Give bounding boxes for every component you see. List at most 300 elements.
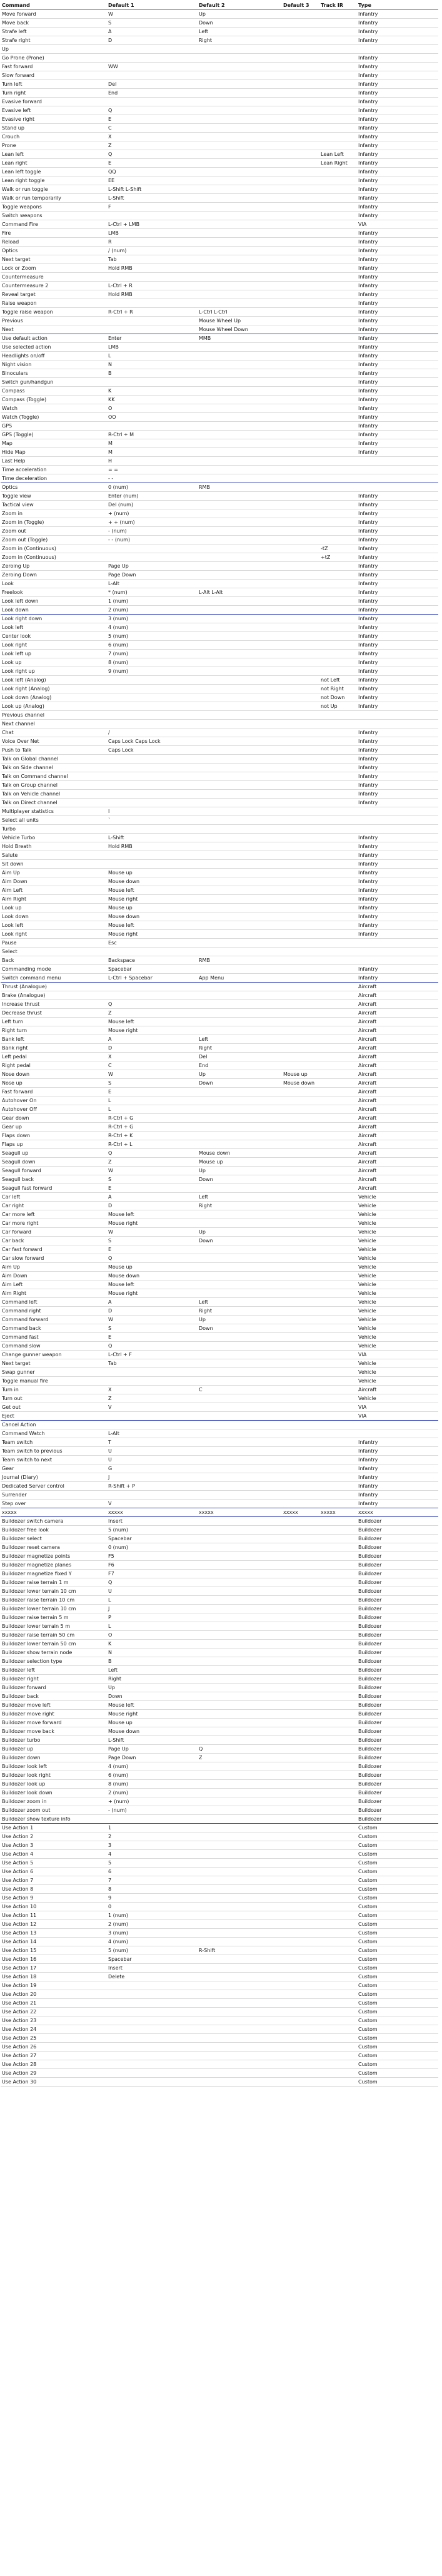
command-cell: Talk on Command channel: [1, 772, 107, 781]
default-2-cell: [198, 2078, 282, 2087]
default-3-cell: [282, 317, 319, 325]
track-ir-cell: [319, 220, 357, 229]
default-1-cell: - (num): [107, 1806, 198, 1815]
command-cell: Buildozer reset camera: [1, 1543, 107, 1552]
track-ir-cell: [319, 404, 357, 413]
table-row: [1, 1202, 438, 1210]
command-cell: Turbo: [1, 825, 107, 834]
default-1-cell: 2: [107, 1832, 198, 1841]
track-ir-cell: [319, 299, 357, 308]
track-ir-cell: [319, 1806, 357, 1815]
table-row: [1, 1386, 438, 1394]
default-2-cell: [198, 1184, 282, 1193]
command-cell: Bank left: [1, 1035, 107, 1044]
default-2-cell: Up: [198, 1228, 282, 1237]
type-cell: Infantry: [357, 632, 438, 641]
track-ir-cell: [319, 746, 357, 755]
table-row: [1, 1280, 438, 1289]
track-ir-cell: [319, 1789, 357, 1797]
default-2-cell: [198, 1491, 282, 1500]
table-row: [1, 842, 438, 851]
track-ir-cell: [319, 1894, 357, 1903]
default-1-cell: 2 (num): [107, 606, 198, 615]
track-ir-cell: [319, 80, 357, 89]
default-3-cell: [282, 1053, 319, 1061]
track-ir-cell: [319, 19, 357, 28]
track-ir-cell: [319, 1219, 357, 1228]
table-row: [1, 212, 438, 220]
command-cell: Aim Left: [1, 1280, 107, 1289]
command-cell: Cancel Action: [1, 1421, 107, 1429]
table-row: [1, 36, 438, 45]
default-3-cell: [282, 746, 319, 755]
table-row: [1, 562, 438, 571]
default-3-cell: [282, 851, 319, 860]
default-3-cell: [282, 299, 319, 308]
table-row: [1, 720, 438, 728]
default-1-cell: P: [107, 1613, 198, 1622]
default-3-cell: [282, 728, 319, 737]
command-cell: Watch (Toggle): [1, 413, 107, 422]
default-3-cell: [282, 553, 319, 562]
command-cell: Journal (Diary): [1, 1473, 107, 1482]
track-ir-cell: [319, 1105, 357, 1114]
default-3-cell: [282, 588, 319, 597]
table-row: [1, 2034, 438, 2043]
type-cell: Infantry: [357, 360, 438, 369]
track-ir-cell: [319, 939, 357, 948]
track-ir-cell: [319, 781, 357, 790]
default-1-cell: W: [107, 10, 198, 19]
track-ir-cell: [319, 641, 357, 650]
default-3-cell: [282, 2078, 319, 2087]
default-2-cell: [198, 106, 282, 115]
default-3-cell: [282, 1552, 319, 1561]
command-cell: Use Action 4: [1, 1850, 107, 1859]
command-cell: Countermeasure 2: [1, 282, 107, 290]
default-2-cell: [198, 229, 282, 238]
default-1-cell: K: [107, 1640, 198, 1648]
type-cell: Custom: [357, 1938, 438, 1946]
table-row: [1, 1359, 438, 1368]
command-cell: Command Fire: [1, 220, 107, 229]
default-2-cell: [198, 1000, 282, 1009]
default-2-cell: [198, 895, 282, 904]
default-3-cell: [282, 956, 319, 965]
table-row: [1, 1587, 438, 1596]
default-3-cell: [282, 1622, 319, 1631]
default-1-cell: + (num): [107, 1797, 198, 1806]
command-cell: Lean right toggle: [1, 176, 107, 185]
command-cell: Fast forward: [1, 63, 107, 71]
default-3-cell: [282, 737, 319, 746]
command-cell: Zoom in (Continuous): [1, 544, 107, 553]
default-1-cell: [107, 702, 198, 711]
type-cell: [357, 1421, 438, 1429]
command-cell: Use Action 1: [1, 1824, 107, 1832]
track-ir-cell: [319, 816, 357, 825]
type-cell: Infantry: [357, 1456, 438, 1464]
default-1-cell: Page Down: [107, 1754, 198, 1762]
default-1-cell: [107, 676, 198, 685]
command-cell: Seagull back: [1, 1175, 107, 1184]
default-3-cell: [282, 1903, 319, 1911]
table-row: [1, 1158, 438, 1167]
default-2-cell: MMB: [198, 334, 282, 343]
command-cell: Car back: [1, 1237, 107, 1245]
track-ir-cell: [319, 1517, 357, 1526]
default-1-cell: /: [107, 728, 198, 737]
type-cell: Infantry: [357, 965, 438, 974]
table-row: [1, 702, 438, 711]
table-row: [1, 1193, 438, 1202]
default-2-cell: [198, 1140, 282, 1149]
default-2-cell: [198, 1272, 282, 1280]
command-cell: Buildozer lower terrain 50 cm: [1, 1640, 107, 1648]
type-cell: Vehicle: [357, 1228, 438, 1237]
command-cell: Buildozer move forward: [1, 1719, 107, 1727]
default-3-cell: [282, 352, 319, 360]
default-1-cell: Mouse up: [107, 1263, 198, 1272]
command-cell: Use Action 19: [1, 1981, 107, 1990]
default-2-cell: Down: [198, 19, 282, 28]
table-row: [1, 1806, 438, 1815]
track-ir-cell: [319, 1929, 357, 1938]
track-ir-cell: [319, 1018, 357, 1026]
default-1-cell: 8 (num): [107, 658, 198, 667]
table-row: [1, 1123, 438, 1132]
type-cell: Buildozer: [357, 1605, 438, 1613]
default-3-cell: [282, 1298, 319, 1307]
table-row: [1, 737, 438, 746]
default-3-cell: [282, 518, 319, 527]
default-1-cell: [107, 1990, 198, 1999]
default-3-cell: [282, 185, 319, 194]
default-1-cell: R-Ctrl + M: [107, 431, 198, 439]
command-cell: Look left: [1, 921, 107, 930]
default-2-cell: [198, 1613, 282, 1622]
table-row: [1, 1061, 438, 1070]
default-1-cell: R-Ctrl + R: [107, 308, 198, 317]
type-cell: Infantry: [357, 396, 438, 404]
table-row: [1, 2043, 438, 2052]
track-ir-cell: [319, 1307, 357, 1316]
type-cell: Infantry: [357, 597, 438, 606]
table-row: [1, 1736, 438, 1745]
command-cell: Talk on Direct channel: [1, 799, 107, 807]
type-cell: Aircraft: [357, 1035, 438, 1044]
table-row: [1, 238, 438, 247]
default-3-cell: [282, 693, 319, 702]
default-2-cell: [198, 825, 282, 834]
default-1-cell: [107, 983, 198, 991]
default-2-cell: [198, 1859, 282, 1868]
command-cell: Buildozer show terrain node: [1, 1648, 107, 1657]
table-row: [1, 1307, 438, 1316]
track-ir-cell: [319, 71, 357, 80]
type-cell: Infantry: [357, 580, 438, 588]
default-1-cell: D: [107, 1307, 198, 1316]
default-2-cell: R-Shift: [198, 1946, 282, 1955]
default-3-cell: [282, 1920, 319, 1929]
type-cell: Infantry: [357, 553, 438, 562]
table-row: [1, 1324, 438, 1333]
track-ir-cell: [319, 1578, 357, 1587]
default-3-cell: [282, 948, 319, 956]
command-cell: Talk on Group channel: [1, 781, 107, 790]
default-2-cell: [198, 124, 282, 133]
command-cell: Multiplayer statistics: [1, 807, 107, 816]
track-ir-cell: [319, 1999, 357, 2008]
type-cell: Custom: [357, 1841, 438, 1850]
default-3-cell: [282, 396, 319, 404]
default-1-cell: O: [107, 404, 198, 413]
default-3-cell: [282, 1237, 319, 1245]
command-cell: Use Action 11: [1, 1911, 107, 1920]
default-2-cell: [198, 168, 282, 176]
command-cell: Gear: [1, 1464, 107, 1473]
table-row: [1, 1771, 438, 1780]
default-2-cell: [198, 1719, 282, 1727]
table-row: [1, 912, 438, 921]
type-cell: Infantry: [357, 264, 438, 273]
keybinding-table: [1, 1, 438, 2087]
track-ir-cell: [319, 1298, 357, 1307]
type-cell: Infantry: [357, 1438, 438, 1447]
track-ir-cell: [319, 632, 357, 641]
type-cell: Vehicle: [357, 1254, 438, 1263]
default-2-cell: [198, 1412, 282, 1421]
default-2-cell: [198, 1973, 282, 1981]
default-3-cell: [282, 1789, 319, 1797]
track-ir-cell: [319, 974, 357, 983]
default-2-cell: [198, 150, 282, 159]
track-ir-cell: [319, 1421, 357, 1429]
default-2-cell: [198, 658, 282, 667]
default-1-cell: B: [107, 369, 198, 378]
type-cell: Aircraft: [357, 1061, 438, 1070]
type-cell: Infantry: [357, 212, 438, 220]
track-ir-cell: [319, 1631, 357, 1640]
default-2-cell: [198, 176, 282, 185]
command-cell: Buildozer turbo: [1, 1736, 107, 1745]
default-1-cell: Mouse left: [107, 1210, 198, 1219]
command-cell: Use Action 8: [1, 1885, 107, 1894]
table-row: [1, 80, 438, 89]
track-ir-cell: [319, 1070, 357, 1079]
default-1-cell: [107, 2016, 198, 2025]
command-cell: Buildozer forward: [1, 1684, 107, 1692]
default-3-cell: [282, 912, 319, 921]
default-2-cell: [198, 1289, 282, 1298]
table-row: [1, 1894, 438, 1903]
track-ir-cell: [319, 1061, 357, 1070]
default-3-cell: [282, 527, 319, 536]
type-cell: Infantry: [357, 194, 438, 203]
default-2-cell: [198, 1762, 282, 1771]
track-ir-cell: [319, 720, 357, 728]
default-3-cell: [282, 124, 319, 133]
table-row: [1, 904, 438, 912]
track-ir-cell: [319, 755, 357, 764]
default-3-cell: [282, 422, 319, 431]
default-3-cell: [282, 1946, 319, 1955]
default-3-cell: [282, 1263, 319, 1272]
default-2-cell: [198, 536, 282, 544]
default-1-cell: [107, 325, 198, 334]
table-row: [1, 1508, 438, 1517]
default-1-cell: [107, 54, 198, 63]
default-3-cell: [282, 203, 319, 212]
default-2-cell: [198, 1219, 282, 1228]
default-3-cell: [282, 536, 319, 544]
table-row: [1, 1543, 438, 1552]
type-cell: Buildozer: [357, 1727, 438, 1736]
default-1-cell: E: [107, 1245, 198, 1254]
type-cell: Aircraft: [357, 1026, 438, 1035]
default-2-cell: [198, 457, 282, 466]
default-2-cell: [198, 571, 282, 580]
default-2-cell: [198, 1675, 282, 1684]
default-1-cell: KK: [107, 396, 198, 404]
default-3-cell: [282, 1964, 319, 1973]
track-ir-cell: [319, 650, 357, 658]
type-cell: Custom: [357, 1885, 438, 1894]
default-1-cell: Del (num): [107, 501, 198, 509]
default-3-cell: [282, 1202, 319, 1210]
track-ir-cell: [319, 2043, 357, 2052]
command-cell: Walk or run temporarily: [1, 194, 107, 203]
table-row: [1, 623, 438, 632]
type-cell: Custom: [357, 1850, 438, 1859]
default-3-cell: [282, 650, 319, 658]
command-cell: Look up (Analog): [1, 702, 107, 711]
default-1-cell: 5 (num): [107, 1526, 198, 1535]
type-cell: Custom: [357, 1946, 438, 1955]
default-2-cell: [198, 509, 282, 518]
default-2-cell: [198, 115, 282, 124]
default-3-cell: [282, 308, 319, 317]
type-cell: Vehicle: [357, 1289, 438, 1298]
table-row: [1, 290, 438, 299]
type-cell: Infantry: [357, 518, 438, 527]
track-ir-cell: [319, 1167, 357, 1175]
type-cell: Infantry: [357, 19, 438, 28]
default-2-cell: Right: [198, 1202, 282, 1210]
default-1-cell: Z: [107, 1394, 198, 1403]
command-cell: Look down: [1, 912, 107, 921]
type-cell: Infantry: [357, 1464, 438, 1473]
type-cell: Aircraft: [357, 1044, 438, 1053]
default-3-cell: [282, 1570, 319, 1578]
default-2-cell: [198, 1806, 282, 1815]
type-cell: Buildozer: [357, 1719, 438, 1727]
default-1-cell: [107, 378, 198, 387]
type-cell: Infantry: [357, 527, 438, 536]
default-2-cell: [198, 1482, 282, 1491]
command-cell: Command Watch: [1, 1429, 107, 1438]
default-2-cell: Mouse Wheel Up: [198, 317, 282, 325]
default-3-cell: [282, 1832, 319, 1841]
default-3-cell: [282, 159, 319, 168]
default-3-cell: [282, 1473, 319, 1482]
default-1-cell: C: [107, 1061, 198, 1070]
command-cell: Vehicle Turbo: [1, 834, 107, 842]
track-ir-cell: [319, 1622, 357, 1631]
type-cell: Custom: [357, 1999, 438, 2008]
default-2-cell: [198, 1771, 282, 1780]
default-3-cell: [282, 1929, 319, 1938]
default-1-cell: Tab: [107, 255, 198, 264]
type-cell: Infantry: [357, 1482, 438, 1491]
type-cell: Custom: [357, 1981, 438, 1990]
table-row: [1, 343, 438, 352]
type-cell: Aircraft: [357, 991, 438, 1000]
default-3-cell: [282, 544, 319, 553]
type-cell: Aircraft: [357, 1053, 438, 1061]
default-1-cell: OO: [107, 413, 198, 422]
default-1-cell: * (num): [107, 588, 198, 597]
default-1-cell: Del: [107, 80, 198, 89]
default-2-cell: Down: [198, 1324, 282, 1333]
default-2-cell: [198, 1447, 282, 1456]
table-row: [1, 203, 438, 212]
type-cell: [357, 45, 438, 54]
default-1-cell: X: [107, 1053, 198, 1061]
track-ir-cell: [319, 2052, 357, 2060]
default-2-cell: [198, 1333, 282, 1342]
track-ir-cell: [319, 115, 357, 124]
default-3-cell: [282, 983, 319, 991]
default-1-cell: Up: [107, 1684, 198, 1692]
default-3-cell: [282, 1000, 319, 1009]
track-ir-cell: [319, 623, 357, 632]
command-cell: Decrease thrust: [1, 1009, 107, 1018]
default-2-cell: Down: [198, 1237, 282, 1245]
track-ir-cell: [319, 501, 357, 509]
command-cell: Buildozer show texture info: [1, 1815, 107, 1824]
default-1-cell: [107, 2078, 198, 2087]
track-ir-cell: [319, 536, 357, 544]
command-cell: Flaps up: [1, 1140, 107, 1149]
default-1-cell: 9: [107, 1894, 198, 1903]
command-cell: Buildozer select: [1, 1535, 107, 1543]
table-row: [1, 194, 438, 203]
default-3-cell: [282, 282, 319, 290]
track-ir-cell: [319, 1552, 357, 1561]
default-3-cell: [282, 1245, 319, 1254]
type-cell: Infantry: [357, 98, 438, 106]
default-1-cell: xxxxx: [107, 1508, 198, 1517]
track-ir-cell: [319, 825, 357, 834]
default-3-cell: [282, 80, 319, 89]
table-row: [1, 2016, 438, 2025]
type-cell: Infantry: [357, 571, 438, 580]
default-3-cell: [282, 1114, 319, 1123]
table-row: [1, 150, 438, 159]
type-cell: Infantry: [357, 1491, 438, 1500]
default-3-cell: [282, 816, 319, 825]
default-3-cell: [282, 1175, 319, 1184]
type-cell: Custom: [357, 1894, 438, 1903]
command-cell: Use Action 9: [1, 1894, 107, 1903]
type-cell: Infantry: [357, 413, 438, 422]
default-2-cell: [198, 711, 282, 720]
table-row: [1, 63, 438, 71]
table-row: [1, 159, 438, 168]
table-row: [1, 518, 438, 527]
type-cell: Infantry: [357, 106, 438, 115]
